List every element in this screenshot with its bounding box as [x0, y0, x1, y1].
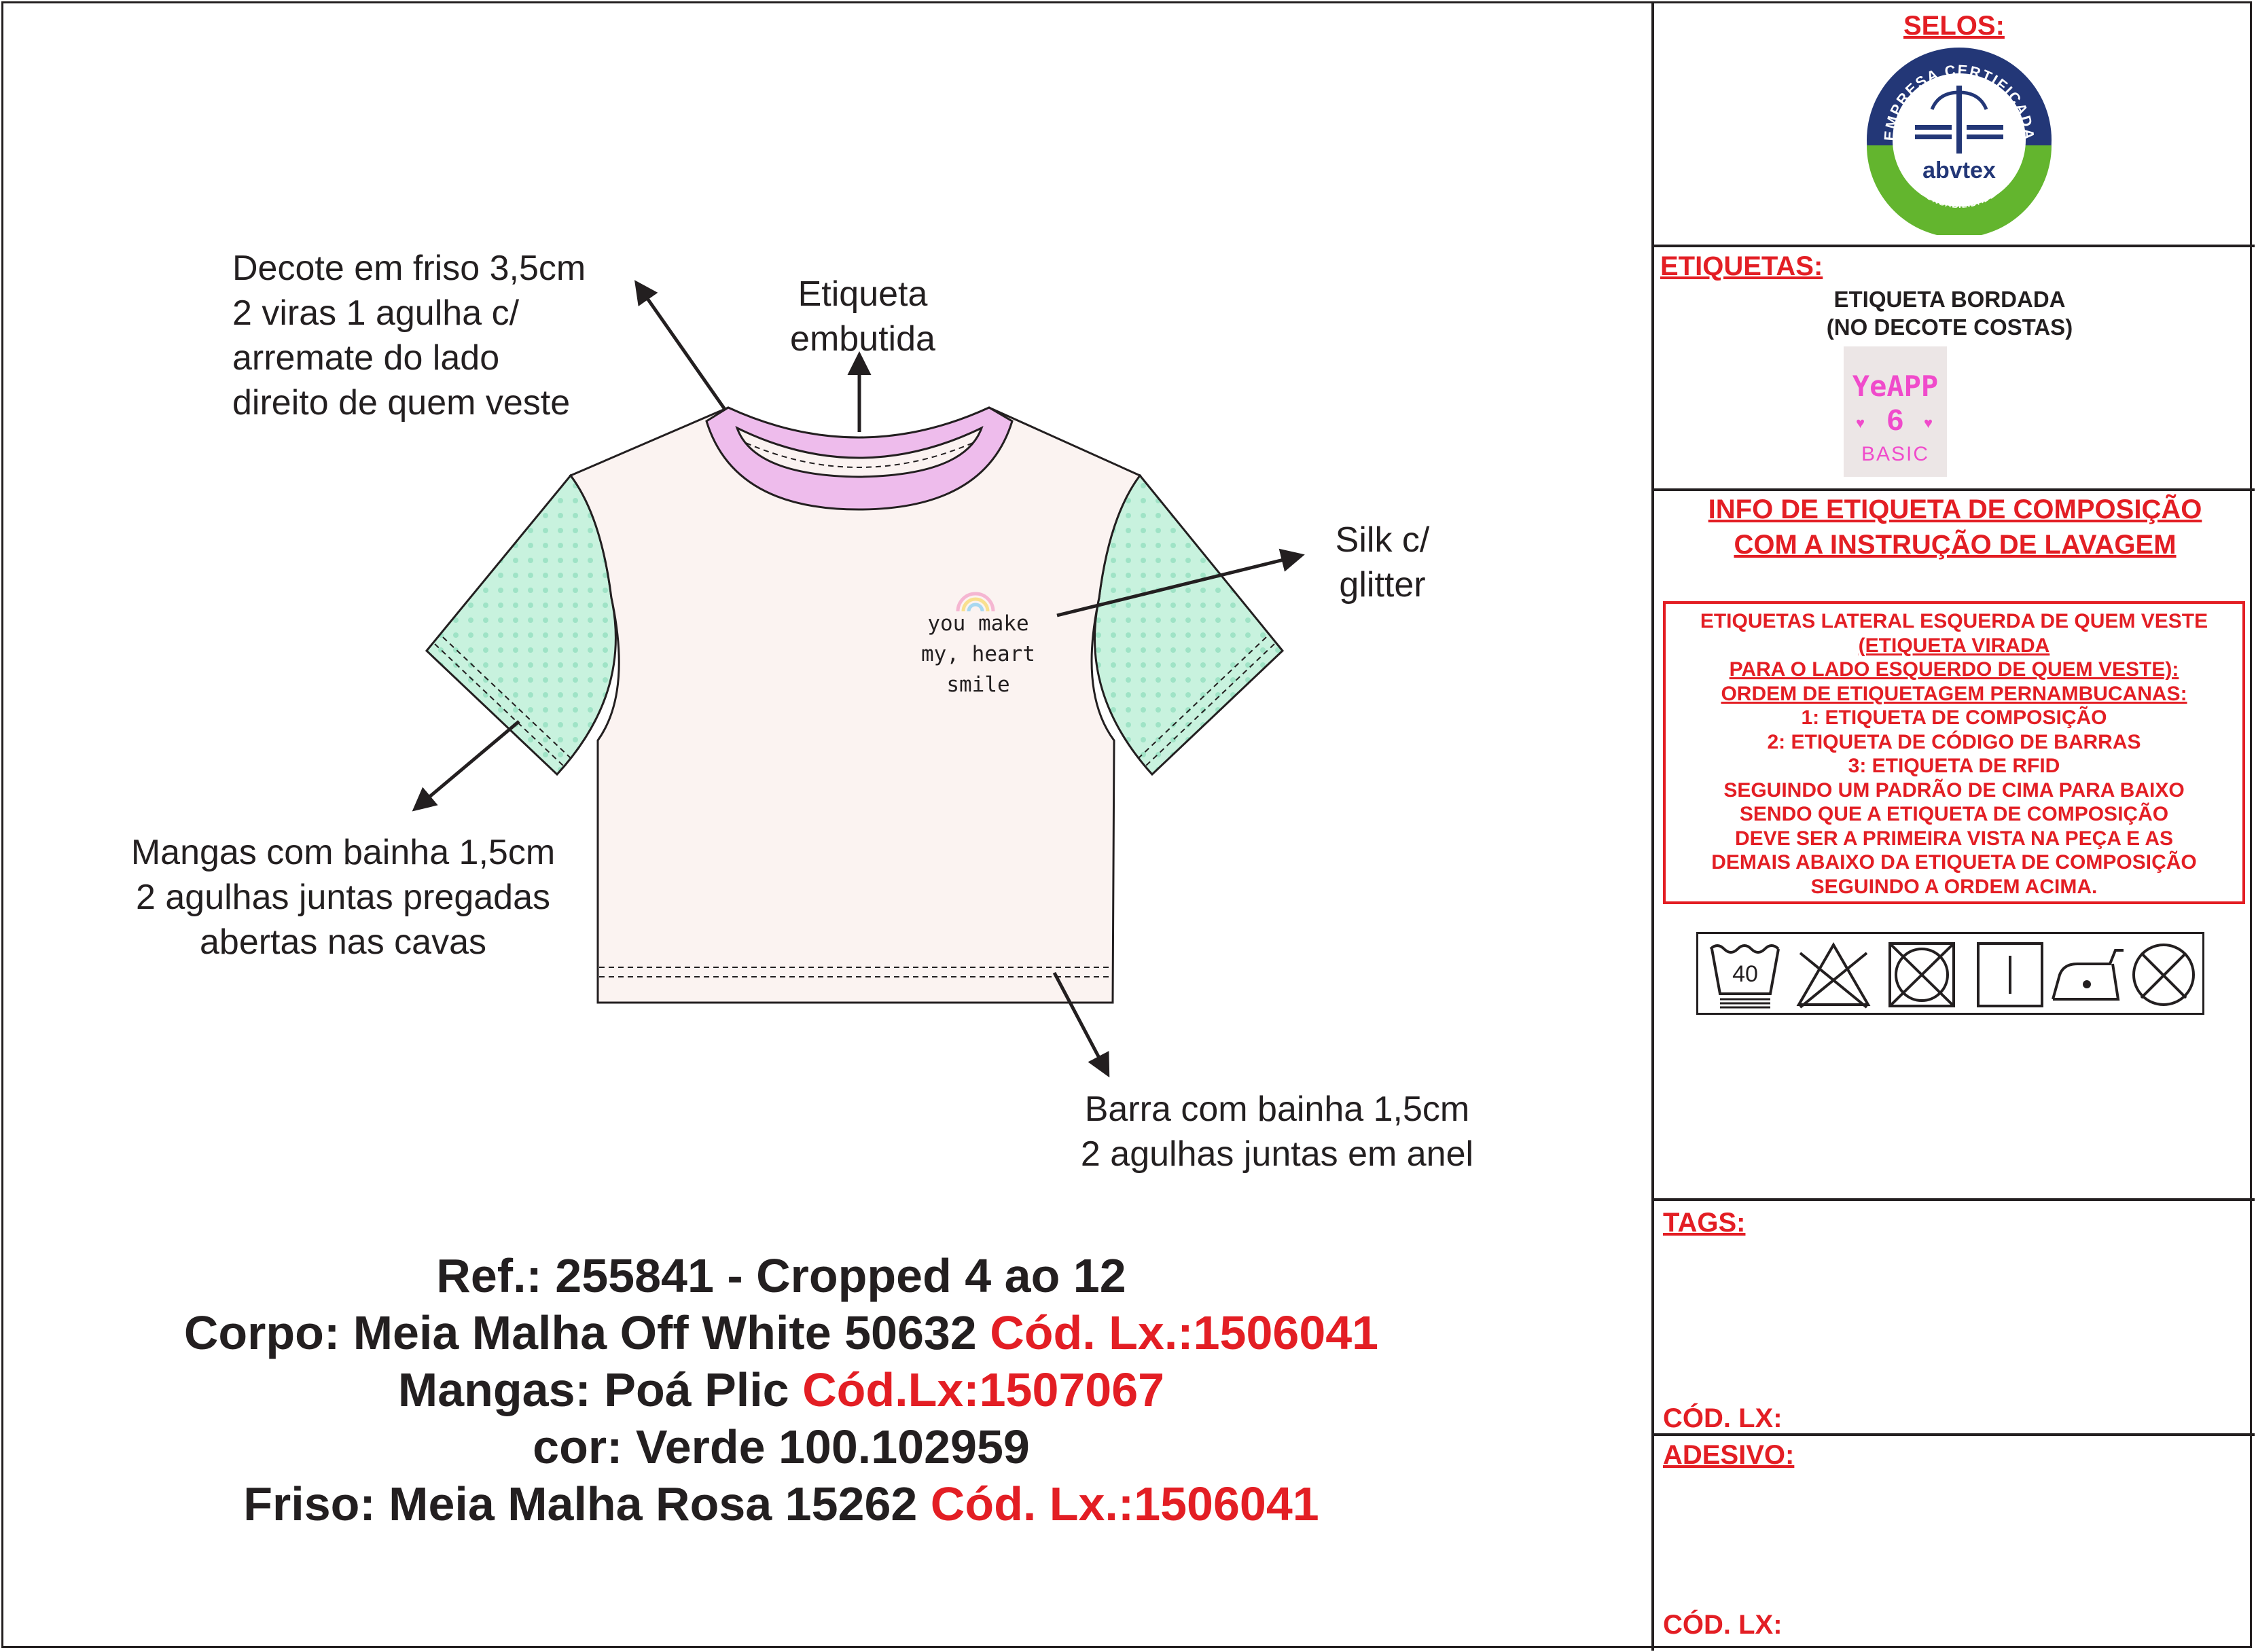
- divider-care: [1653, 1198, 2255, 1201]
- divider-seals: [1653, 245, 2255, 247]
- note-line: direito de quem veste: [232, 383, 571, 423]
- wash-temp: 40: [1732, 961, 1758, 987]
- spec-ref: Ref.: 255841 - Cropped 4 ao 12: [436, 1249, 1126, 1302]
- iron-low-icon: [2047, 939, 2128, 1010]
- spec-rib-code: Cód. Lx.:1506041: [930, 1477, 1319, 1530]
- seals-title: SELOS:: [1903, 11, 2005, 41]
- label-brand: YeAPP: [1852, 370, 1939, 403]
- note-line: Mangas com bainha 1,5cm: [130, 833, 556, 872]
- line-dry-icon: [1970, 939, 2050, 1010]
- note-line: Etiqueta: [798, 274, 928, 314]
- note-line: 2 agulhas juntas pregadas: [135, 878, 550, 917]
- spec-sleeves: [0, 1361, 1562, 1418]
- print-line: smile: [946, 672, 1010, 697]
- note-line: Silk c/: [1335, 520, 1430, 560]
- labels-title: ETIQUETAS:: [1660, 251, 1823, 281]
- composition-box: [1663, 601, 2245, 904]
- note-line: glitter: [1339, 565, 1426, 605]
- no-bleach-icon: [1793, 939, 1874, 1010]
- composition-line: SEGUINDO A ORDEM ACIMA.: [1810, 875, 2098, 898]
- embroidered-label: [1844, 346, 1947, 477]
- composition-title-line: COM A INSTRUÇÃO DE LAVAGEM: [1734, 530, 2177, 560]
- seal-bottom-arc: EM RESPONSABILIDADE SOCIAL: [1897, 160, 2021, 211]
- composition-line: 1: ETIQUETA DE COMPOSIÇÃO: [1801, 706, 2107, 729]
- composition-line: SEGUINDO UM PADRÃO DE CIMA PARA BAIXO: [1723, 778, 2185, 802]
- tags-code: CÓD. LX:: [1663, 1403, 1783, 1433]
- composition-line: 2: ETIQUETA DE CÓDIGO DE BARRAS: [1767, 730, 2141, 753]
- composition-text: [1666, 609, 2242, 899]
- note-line: 2 agulhas juntas em anel: [1080, 1134, 1474, 1174]
- labels-desc-line: ETIQUETA BORDADA: [1833, 287, 2066, 312]
- print-line: my, heart: [921, 642, 1035, 666]
- heart-icon: ♥: [1856, 414, 1865, 431]
- composition-line: (ETIQUETA VIRADA: [1858, 634, 2050, 657]
- spec-body-code: Cód. Lx.:1506041: [990, 1306, 1379, 1359]
- heart-icon: ♥: [1924, 414, 1933, 431]
- composition-line: 3: ETIQUETA DE RFID: [1848, 755, 2060, 777]
- spec-color: cor: Verde 100.102959: [533, 1420, 1030, 1473]
- wash-40-icon: [1705, 939, 1785, 1010]
- label-line: BASIC: [1861, 443, 1930, 465]
- note-print: [1297, 518, 1467, 607]
- note-line: 2 viras 1 agulha c/: [232, 293, 520, 333]
- tags-title: TAGS:: [1663, 1208, 1746, 1238]
- print-line: you make: [927, 611, 1029, 636]
- labels-desc-line: (NO DECOTE COSTAS): [1826, 315, 2073, 340]
- spec-body: [0, 1304, 1562, 1361]
- no-tumble-dry-icon: [1882, 939, 1962, 1010]
- composition-line: PARA O LADO ESQUERDO DE QUEM VESTE):: [1729, 658, 2179, 681]
- seal-brand: abvtex: [1922, 158, 1996, 183]
- spec-sleeves-label: Mangas: Poá Plic: [397, 1363, 803, 1416]
- chest-print: [890, 609, 1067, 700]
- care-symbols: [1696, 932, 2204, 1015]
- composition-title: [1656, 492, 2254, 562]
- labels-desc: [1766, 285, 2133, 341]
- note-line: Decote em friso 3,5cm: [232, 249, 586, 288]
- left-sleeve: [427, 475, 615, 774]
- composition-line: ETIQUETAS LATERAL ESQUERDA DE QUEM VESTE: [1700, 610, 2208, 632]
- spec-sleeves-code: Cód.Lx:1507067: [802, 1363, 1165, 1416]
- composition-title-line: INFO DE ETIQUETA DE COMPOSIÇÃO: [1708, 495, 2202, 524]
- note-sleeves: [88, 830, 598, 965]
- adhesive-code: CÓD. LX:: [1663, 1610, 1783, 1640]
- divider-labels: [1653, 488, 2255, 491]
- panel-divider: [1651, 1, 1654, 1651]
- note-neckline: [232, 246, 586, 425]
- no-dry-clean-icon: [2124, 939, 2204, 1010]
- right-sleeve: [1094, 475, 1283, 774]
- seal-arc-text: EMPRESA CERTIFICADA: [1880, 61, 2038, 142]
- composition-line: DEVE SER A PRIMEIRA VISTA NA PEÇA E AS: [1734, 827, 2174, 850]
- note-line: embutida: [790, 319, 935, 359]
- abvtex-seal: [1864, 45, 2054, 235]
- label-size: 6: [1886, 403, 1904, 437]
- note-inner-label: [754, 272, 971, 361]
- spec-body-label: Corpo: Meia Malha Off White 50632: [183, 1306, 990, 1359]
- spec-rib: [0, 1475, 1562, 1532]
- adhesive-title: ADESIVO:: [1663, 1440, 1795, 1470]
- note-hem: [1039, 1087, 1515, 1177]
- note-line: Barra com bainha 1,5cm: [1084, 1090, 1470, 1129]
- spec-rib-label: Friso: Meia Malha Rosa 15262: [243, 1477, 931, 1530]
- composition-line: DEMAIS ABAIXO DA ETIQUETA DE COMPOSIÇÃO: [1711, 851, 2197, 874]
- note-line: abertas nas cavas: [199, 922, 487, 962]
- note-line: arremate do lado: [232, 338, 500, 378]
- composition-line: SENDO QUE A ETIQUETA DE COMPOSIÇÃO: [1739, 803, 2169, 825]
- composition-line: ORDEM DE ETIQUETAGEM PERNAMBUCANAS:: [1721, 682, 2187, 705]
